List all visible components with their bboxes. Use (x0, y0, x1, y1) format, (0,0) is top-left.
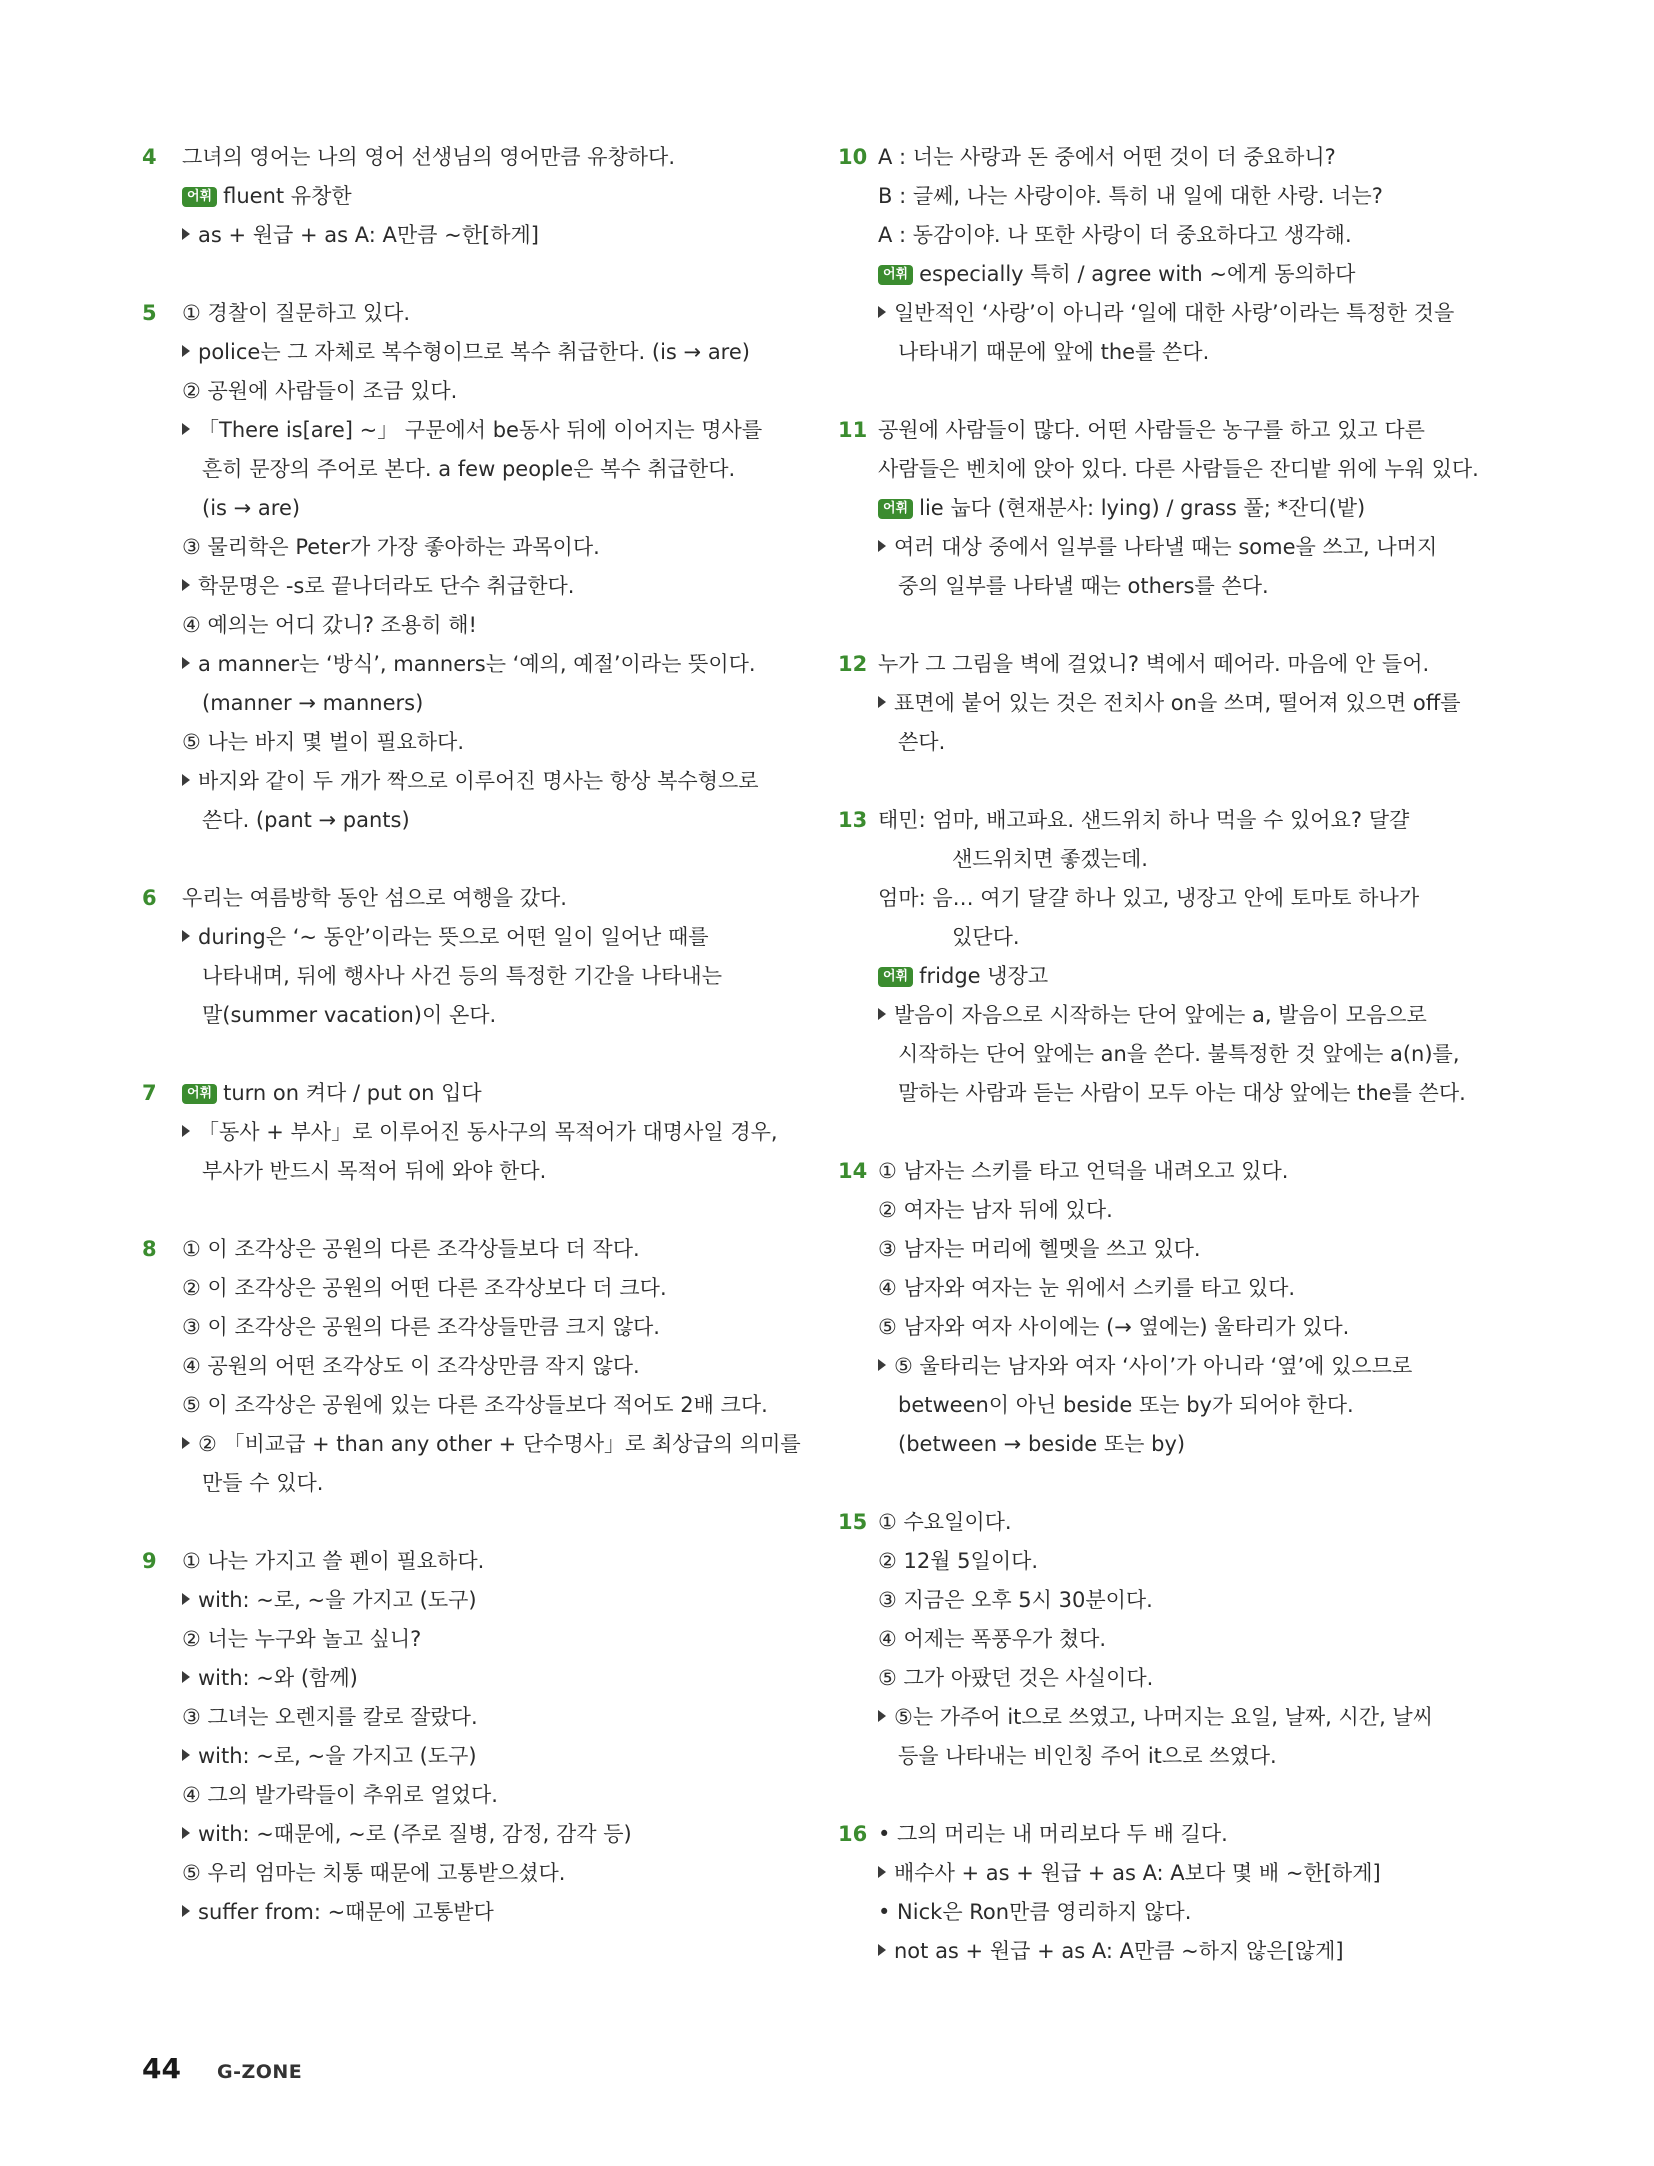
vocab-badge: 어휘 (878, 265, 913, 285)
item-number: 8 (142, 1237, 157, 1261)
explanation-line (878, 294, 1478, 333)
line-text: 공원에 사람들이 많다. 어떤 사람들은 농구를 하고 있고 다른 (878, 418, 1425, 442)
line-text: ③ 남자는 머리에 헬멧을 쓰고 있다. (878, 1237, 1201, 1261)
line-text: fluent 유창한 (223, 184, 352, 208)
sentence-line (182, 723, 782, 762)
line-text: 쓴다. (898, 730, 946, 754)
explanation-continuation (878, 1074, 1478, 1113)
explanation-line (182, 1815, 782, 1854)
explanation-continuation (182, 957, 782, 996)
line-text: 일반적인 ‘사랑’이 아니라 ‘일에 대한 사랑’이라는 특정한 것을 (894, 301, 1455, 325)
line-text: 그녀의 영어는 나의 영어 선생님의 영어만큼 유창하다. (182, 145, 676, 169)
line-text: ② 공원에 사람들이 조금 있다. (182, 379, 458, 403)
sentence-line (878, 1503, 1478, 1542)
sentence-line (182, 1308, 782, 1347)
line-text: 있단다. (952, 925, 1020, 949)
left-column (142, 138, 801, 1971)
item-number: 9 (142, 1549, 157, 1573)
explanation-line (878, 528, 1478, 567)
triangle-arrow-icon (182, 345, 190, 357)
answer-item (838, 1815, 1478, 1971)
line-text: 발음이 자음으로 시작하는 단어 앞에는 a, 발음이 모음으로 (894, 1003, 1427, 1027)
explanation-continuation (878, 567, 1478, 606)
line-text: with: ~로, ~을 가지고 (도구) (198, 1588, 477, 1612)
answer-item (142, 1230, 801, 1503)
line-text: ④ 어제는 폭풍우가 쳤다. (878, 1627, 1107, 1651)
explanation-line (182, 1659, 782, 1698)
line-text: 샌드위치면 좋겠는데. (952, 847, 1148, 871)
explanation-continuation (878, 333, 1478, 372)
sentence-line (878, 1581, 1478, 1620)
explanation-continuation (878, 1386, 1478, 1425)
line-text: ⑤는 가주어 it으로 쓰였고, 나머지는 요일, 날짜, 시간, 날씨 (894, 1705, 1434, 1729)
item-number: 13 (838, 808, 868, 832)
line-text: 부사가 반드시 목적어 뒤에 와야 한다. (202, 1159, 547, 1183)
triangle-arrow-icon (878, 1866, 886, 1878)
line-text: as + 원급 + as A: A만큼 ~한[하게] (198, 223, 539, 247)
item-number: 7 (142, 1081, 157, 1105)
sentence-line (878, 1620, 1478, 1659)
line-text: a manner는 ‘방식’, manners는 ‘예의, 예절’이라는 뜻이다. (198, 652, 756, 676)
triangle-arrow-icon (878, 1710, 886, 1722)
answer-item (838, 1152, 1478, 1464)
line-text: 등을 나타내는 비인칭 주어 it으로 쓰였다. (898, 1744, 1277, 1768)
sentence-line (182, 294, 782, 333)
vocab-badge: 어휘 (878, 967, 913, 987)
explanation-line (182, 918, 782, 957)
item-number: 4 (142, 145, 157, 169)
explanation-line (182, 1425, 801, 1464)
line-text: ② 여자는 남자 뒤에 있다. (878, 1198, 1113, 1222)
explanation-continuation (878, 1425, 1478, 1464)
line-text: 우리는 여름방학 동안 섬으로 여행을 갔다. (182, 886, 567, 910)
item-number: 16 (838, 1822, 868, 1846)
sentence-line (878, 1269, 1478, 1308)
explanation-continuation (182, 801, 782, 840)
explanation-line (182, 411, 782, 450)
sentence-line (878, 1893, 1478, 1932)
triangle-arrow-icon (182, 930, 190, 942)
item-number: 12 (838, 652, 868, 676)
sentence-line (878, 1308, 1478, 1347)
explanation-continuation (182, 1464, 782, 1503)
line-text: ② 「비교급 + than any other + 단수명사」로 최상급의 의미를 (198, 1432, 801, 1456)
sentence-line (182, 372, 782, 411)
dialogue-continuation (878, 840, 1478, 879)
triangle-arrow-icon (182, 423, 190, 435)
line-text: ③ 그녀는 오렌지를 칼로 잘랐다. (182, 1705, 478, 1729)
explanation-line (878, 1854, 1478, 1893)
dialogue-continuation (878, 918, 1478, 957)
line-text: ④ 남자와 여자는 눈 위에서 스키를 타고 있다. (878, 1276, 1296, 1300)
explanation-continuation (878, 723, 1478, 762)
sentence-line (878, 450, 1478, 489)
item-number: 14 (838, 1159, 868, 1183)
line-text: ① 남자는 스키를 타고 언덕을 내려오고 있다. (878, 1159, 1289, 1183)
explanation-line (182, 645, 782, 684)
line-text: not as + 원급 + as A: A만큼 ~하지 않은[않게] (894, 1939, 1344, 1963)
line-text: ④ 공원의 어떤 조각상도 이 조각상만큼 작지 않다. (182, 1354, 640, 1378)
explanation-line (878, 1698, 1478, 1737)
line-text: ⑤ 그가 아팠던 것은 사실이다. (878, 1666, 1154, 1690)
item-number: 6 (142, 886, 157, 910)
line-text: 만들 수 있다. (202, 1471, 324, 1495)
triangle-arrow-icon (182, 1749, 190, 1761)
sentence-line (182, 1776, 782, 1815)
line-text: with: ~때문에, ~로 (주로 질병, 감정, 감각 등) (198, 1822, 632, 1846)
sentence-line (182, 1698, 782, 1737)
line-text: ① 나는 가지고 쓸 펜이 필요하다. (182, 1549, 485, 1573)
triangle-arrow-icon (182, 774, 190, 786)
vocab-line (182, 1074, 782, 1113)
line-text: with: ~로, ~을 가지고 (도구) (198, 1744, 477, 1768)
line-text: during은 ‘~ 동안’이라는 뜻으로 어떤 일이 일어난 때를 (198, 925, 709, 949)
line-text: ② 너는 누구와 놀고 싶니? (182, 1627, 422, 1651)
triangle-arrow-icon (878, 1944, 886, 1956)
sentence-line (182, 1386, 782, 1425)
sentence-line (182, 1620, 782, 1659)
page-number: 44 (142, 2052, 181, 2085)
triangle-arrow-icon (182, 657, 190, 669)
line-text: ③ 물리학은 Peter가 가장 좋아하는 과목이다. (182, 535, 600, 559)
sentence-line (878, 411, 1478, 450)
triangle-arrow-icon (182, 579, 190, 591)
line-text: ⑤ 울타리는 남자와 여자 ‘사이’가 아니라 ‘옆’에 있으므로 (894, 1354, 1413, 1378)
line-text: ⑤ 이 조각상은 공원에 있는 다른 조각상들보다 적어도 2배 크다. (182, 1393, 768, 1417)
sentence-line (878, 216, 1478, 255)
vocab-badge: 어휘 (182, 187, 217, 207)
explanation-line (878, 1347, 1478, 1386)
line-text: • Nick은 Ron만큼 영리하지 않다. (878, 1900, 1192, 1924)
line-text: ① 경찰이 질문하고 있다. (182, 301, 411, 325)
explanation-continuation (878, 1737, 1478, 1776)
line-text: lie 눕다 (현재분사: lying) / grass 풀; *잔디(밭) (919, 496, 1366, 520)
item-number: 11 (838, 418, 868, 442)
line-text: 태민: 엄마, 배고파요. 샌드위치 하나 먹을 수 있어요? 달걀 (878, 808, 1410, 832)
line-text: 말하는 사람과 듣는 사람이 모두 아는 대상 앞에는 the를 쓴다. (898, 1081, 1466, 1105)
line-text: turn on 켜다 / put on 입다 (223, 1081, 482, 1105)
sentence-line (878, 1815, 1478, 1854)
line-text: 사람들은 벤치에 앉아 있다. 다른 사람들은 잔디밭 위에 누워 있다. (878, 457, 1479, 481)
line-text: 바지와 같이 두 개가 짝으로 이루어진 명사는 항상 복수형으로 (198, 769, 759, 793)
answer-item (142, 879, 782, 1035)
explanation-continuation (182, 450, 782, 489)
line-text: especially 특히 / agree with ~에게 동의하다 (919, 262, 1356, 286)
line-text: 여러 대상 중에서 일부를 나타낼 때는 some을 쓰고, 나머지 (894, 535, 1438, 559)
line-text: B : 글쎄, 나는 사랑이야. 특히 내 일에 대한 사랑. 너는? (878, 184, 1383, 208)
sentence-line (878, 801, 1478, 840)
line-text: 「동사 + 부사」로 이루어진 동사구의 목적어가 대명사일 경우, (198, 1120, 778, 1144)
vocab-line (182, 177, 782, 216)
line-text: ③ 지금은 오후 5시 30분이다. (878, 1588, 1153, 1612)
line-text: ① 이 조각상은 공원의 다른 조각상들보다 더 작다. (182, 1237, 640, 1261)
item-number: 15 (838, 1510, 868, 1534)
triangle-arrow-icon (182, 1593, 190, 1605)
answer-item (838, 1503, 1478, 1776)
line-text: ① 수요일이다. (878, 1510, 1012, 1534)
triangle-arrow-icon (878, 306, 886, 318)
line-text: ③ 이 조각상은 공원의 다른 조각상들만큼 크지 않다. (182, 1315, 660, 1339)
sentence-line (182, 528, 782, 567)
line-text: 배수사 + as + 원급 + as A: A보다 몇 배 ~한[하게] (894, 1861, 1381, 1885)
line-text: 쓴다. (pant → pants) (202, 808, 410, 832)
sentence-line (182, 1854, 782, 1893)
sentence-line (878, 1152, 1478, 1191)
line-text: 나타내며, 뒤에 행사나 사건 등의 특정한 기간을 나타내는 (202, 964, 722, 988)
explanation-line (878, 684, 1478, 723)
line-text: ② 이 조각상은 공원의 어떤 다른 조각상보다 더 크다. (182, 1276, 667, 1300)
sentence-line (878, 879, 1478, 918)
line-text: (between → beside 또는 by) (898, 1432, 1186, 1456)
line-text: between이 아닌 beside 또는 by가 되어야 한다. (898, 1393, 1354, 1417)
answer-item (838, 138, 1478, 372)
line-text: ② 12월 5일이다. (878, 1549, 1039, 1573)
line-text: ④ 예의는 어디 갔니? 조용히 해! (182, 613, 477, 637)
triangle-arrow-icon (182, 1905, 190, 1917)
sentence-line (182, 1269, 782, 1308)
line-text: 나타내기 때문에 앞에 the를 쓴다. (898, 340, 1210, 364)
line-text: 누가 그 그림을 벽에 걸었니? 벽에서 떼어라. 마음에 안 들어. (878, 652, 1430, 676)
line-text: A : 너는 사랑과 돈 중에서 어떤 것이 더 중요하니? (878, 145, 1336, 169)
answer-item (142, 138, 782, 255)
vocab-line (878, 957, 1478, 996)
triangle-arrow-icon (182, 1125, 190, 1137)
explanation-line (182, 567, 782, 606)
sentence-line (182, 606, 782, 645)
vocab-line (878, 489, 1478, 528)
sentence-line (182, 879, 782, 918)
page-footer (142, 2052, 302, 2085)
sentence-line (878, 1191, 1478, 1230)
explanation-line (182, 1113, 782, 1152)
sentence-line (878, 1659, 1478, 1698)
triangle-arrow-icon (182, 228, 190, 240)
vocab-badge: 어휘 (182, 1084, 217, 1104)
triangle-arrow-icon (878, 1359, 886, 1371)
line-text: fridge 냉장고 (919, 964, 1049, 988)
vocab-badge: 어휘 (878, 499, 913, 519)
answer-item (838, 801, 1478, 1113)
item-number: 5 (142, 301, 157, 325)
sentence-line (878, 138, 1478, 177)
line-text: 말(summer vacation)이 온다. (202, 1003, 497, 1027)
line-text: (manner → manners) (202, 691, 424, 715)
sentence-line (878, 1230, 1478, 1269)
sentence-line (182, 138, 782, 177)
explanation-continuation (182, 1152, 782, 1191)
answer-item (142, 294, 782, 840)
triangle-arrow-icon (182, 1827, 190, 1839)
explanation-line (182, 216, 782, 255)
explanation-continuation (182, 996, 782, 1035)
answer-item (142, 1074, 782, 1191)
sentence-line (182, 1230, 782, 1269)
line-text: suffer from: ~때문에 고통받다 (198, 1900, 494, 1924)
line-text: police는 그 자체로 복수형이므로 복수 취급한다. (is → are) (198, 340, 750, 364)
line-text: A : 동감이야. 나 또한 사랑이 더 중요하다고 생각해. (878, 223, 1352, 247)
explanation-continuation (182, 684, 782, 723)
sentence-line (182, 1347, 782, 1386)
brand-label: G-ZONE (216, 2061, 303, 2083)
answer-item (838, 645, 1478, 762)
line-text: ⑤ 우리 엄마는 치통 때문에 고통받으셨다. (182, 1861, 566, 1885)
explanation-line (182, 762, 782, 801)
explanation-line (182, 1893, 782, 1932)
sentence-line (182, 1542, 782, 1581)
line-text: 시작하는 단어 앞에는 an을 쓴다. 불특정한 것 앞에는 a(n)를, (898, 1042, 1460, 1066)
triangle-arrow-icon (182, 1437, 190, 1449)
line-text: 표면에 붙어 있는 것은 전치사 on을 쓰며, 떨어져 있으면 off를 (894, 691, 1461, 715)
triangle-arrow-icon (878, 540, 886, 552)
line-text: ⑤ 남자와 여자 사이에는 (→ 옆에는) 울타리가 있다. (878, 1315, 1350, 1339)
explanation-line (182, 333, 782, 372)
sentence-line (878, 177, 1478, 216)
triangle-arrow-icon (878, 696, 886, 708)
triangle-arrow-icon (182, 1671, 190, 1683)
answer-item (838, 411, 1478, 606)
sentence-line (878, 1542, 1478, 1581)
explanation-line (878, 1932, 1478, 1971)
line-text: (is → are) (202, 496, 301, 520)
triangle-arrow-icon (878, 1008, 886, 1020)
line-text: 「There is[are] ~」 구문에서 be동사 뒤에 이어지는 명사를 (198, 418, 763, 442)
item-number: 10 (838, 145, 868, 169)
line-text: 흔히 문장의 주어로 본다. a few people은 복수 취급한다. (202, 457, 736, 481)
answer-item (142, 1542, 782, 1932)
line-text: ④ 그의 발가락들이 추위로 얼었다. (182, 1783, 498, 1807)
explanation-continuation (182, 489, 782, 528)
sentence-line (878, 645, 1478, 684)
explanation-continuation (878, 1035, 1478, 1074)
line-text: • 그의 머리는 내 머리보다 두 배 길다. (878, 1822, 1228, 1846)
line-text: 학문명은 -s로 끝나더라도 단수 취급한다. (198, 574, 575, 598)
explanation-line (878, 996, 1478, 1035)
line-text: 중의 일부를 나타낼 때는 others를 쓴다. (898, 574, 1269, 598)
right-column (838, 138, 1478, 2010)
explanation-line (182, 1737, 782, 1776)
line-text: with: ~와 (함께) (198, 1666, 358, 1690)
explanation-line (182, 1581, 782, 1620)
line-text: 엄마: 음… 여기 달걀 하나 있고, 냉장고 안에 토마토 하나가 (878, 886, 1420, 910)
line-text: ⑤ 나는 바지 몇 벌이 필요하다. (182, 730, 465, 754)
vocab-line (878, 255, 1478, 294)
